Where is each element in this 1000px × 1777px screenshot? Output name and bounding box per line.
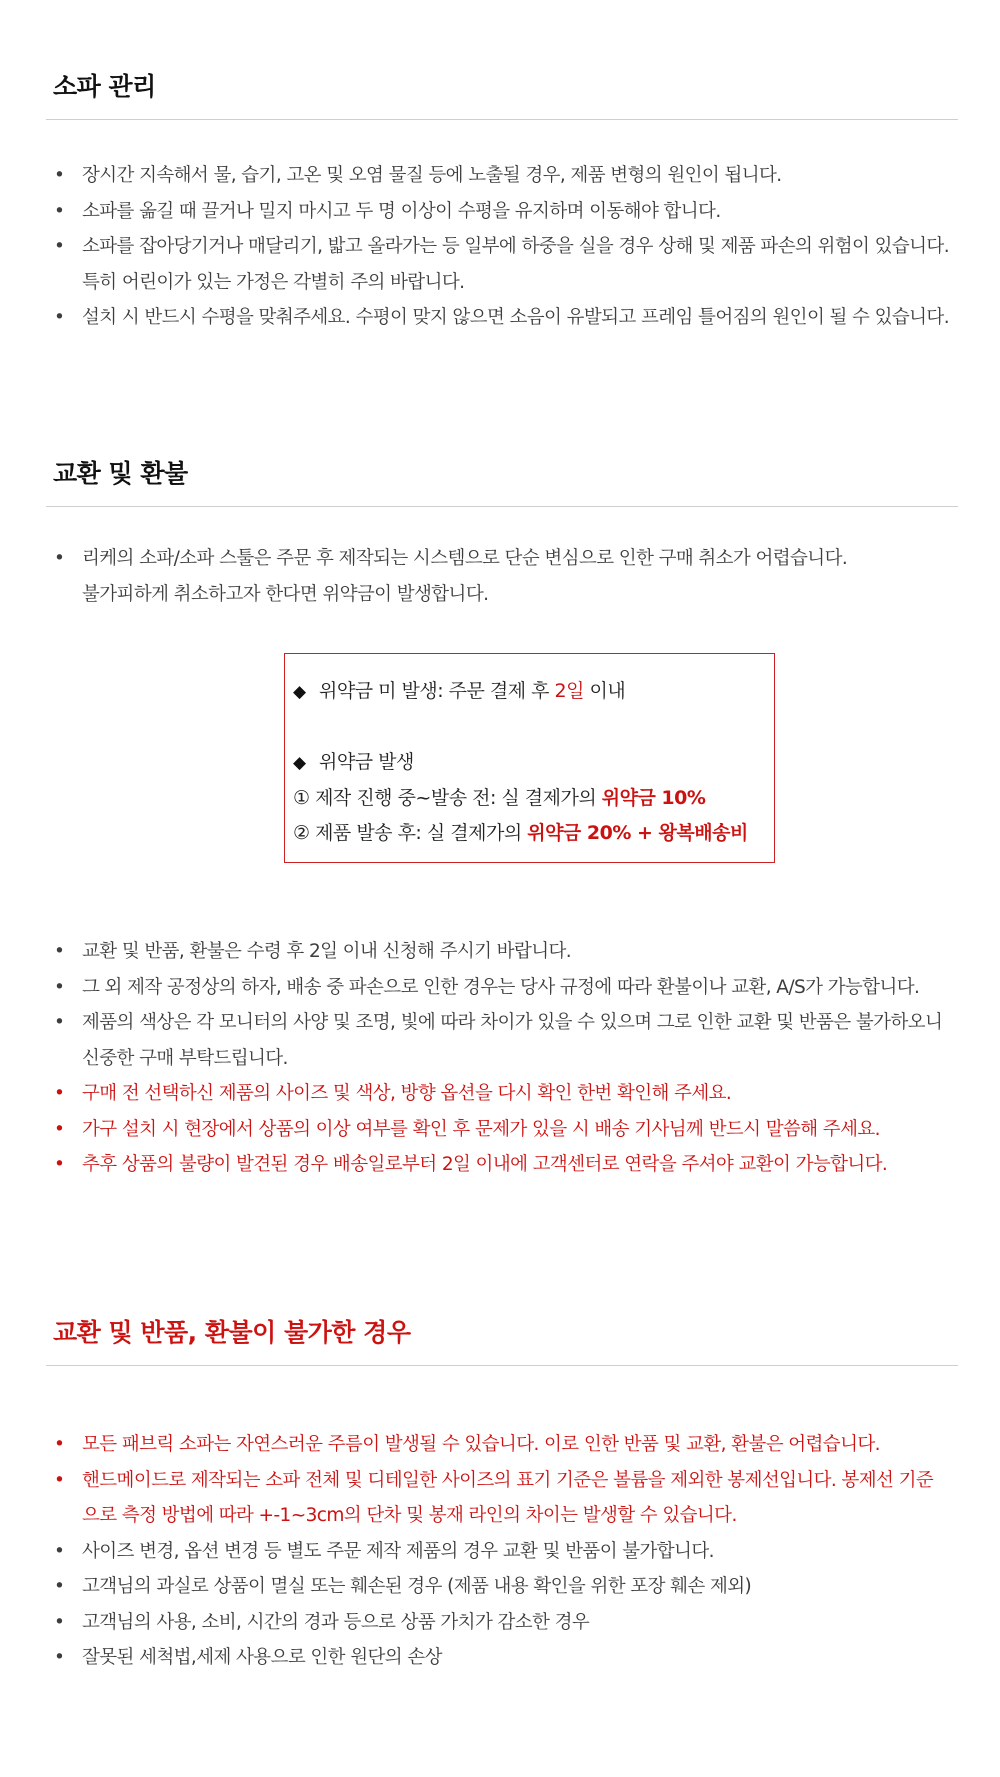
not-allowed-section-title: 교환 및 반품, 환불이 불가한 경우 [53, 1318, 411, 1347]
list-item-text: • 그 외 제작 공정상의 하자, 배송 중 파손으로 인한 경우는 당사 규정에 따라 환불이나 교환, A/S가 가능합니다. [82, 976, 920, 998]
fee-case-1-amount: 위약금 10% [601, 787, 706, 809]
list-item [53, 970, 963, 1006]
fee-case-1-prefix: ① 제작 진행 중~발송 전: 실 결제가의 [293, 787, 602, 809]
list-item-text: • 장시간 지속해서 물, 습기, 고온 및 오염 물질 등에 노출될 경우, 제품 변형의 원인이 됩니다. [82, 165, 782, 186]
not-allowed-list [53, 1427, 963, 1676]
cancellation-fee-notice [284, 653, 775, 863]
diamond-bullet-icon: ◆ [293, 682, 306, 702]
fee-label: 위약금 발생 [319, 751, 414, 773]
list-item [53, 1534, 963, 1570]
list-item [53, 1569, 963, 1605]
list-item-text: • 구매 전 선택하신 제품의 사이즈 및 색상, 방향 옵션을 다시 확인 한번 확인해 주세요. [82, 1083, 732, 1104]
list-item-text: • 고객님의 사용, 소비, 시간의 경과 등으로 상품 가치가 감소한 경우 [82, 1611, 590, 1633]
list-item-text: • 가구 설치 시 현장에서 상품의 이상 여부를 확인 후 문제가 있을 시 배송 기사님께 반드시 말씀해 주세요. [82, 1118, 880, 1140]
no-fee-row [293, 674, 774, 710]
list-item-text: • 리케의 소파/소파 스툴은 주문 후 제작되는 시스템으로 단순 변심으로 인한 구매 취소가 어렵습니다. [82, 548, 848, 569]
list-item [53, 1076, 963, 1112]
exchange-divider [46, 506, 958, 507]
diamond-bullet-icon: ◆ [293, 753, 306, 773]
list-item-text: • 소파를 잡아당기거나 매달리기, 밟고 올라가는 등 일부에 하중을 실을 경우 상해 및 제품 파손의 위험이 있습니다. [82, 236, 949, 257]
list-item [53, 300, 963, 336]
list-item-text: 불가피하게 취소하고자 한다면 위약금이 발생합니다. [82, 583, 489, 605]
list-item-text: • 핸드메이드로 제작되는 소파 전체 및 디테일한 사이즈의 표기 기준은 볼륨을 제외한 봉제선입니다. 봉제선 기준 [82, 1469, 934, 1491]
fee-case-2 [293, 816, 774, 851]
no-fee-suffix: 이내 [584, 680, 626, 702]
fee-label-row [293, 745, 774, 781]
list-item-text: • 사이즈 변경, 옵션 변경 등 별도 주문 제작 제품의 경우 교환 및 반품이 불가합니다. [82, 1540, 714, 1562]
list-item [53, 1005, 963, 1076]
not-allowed-divider [46, 1365, 958, 1366]
list-item [53, 1147, 963, 1183]
list-item-text: • 소파를 옮길 때 끌거나 밀지 마시고 두 명 이상이 수평을 유지하며 이동해야 합니다. [82, 200, 721, 222]
list-item-text: 특히 어린이가 있는 가정은 각별히 주의 바랍니다. [82, 271, 465, 293]
fee-case-2-amount: 위약금 20% + 왕복배송비 [527, 822, 748, 844]
list-item [53, 194, 963, 230]
list-item-text: • 설치 시 반드시 수평을 맞춰주세요. 수평이 맞지 않으면 소음이 유발되고 프레임 틀어짐의 원인이 될 수 있습니다. [82, 307, 949, 328]
list-item-text: • 고객님의 과실로 상품이 멸실 또는 훼손된 경우 (제품 내용 확인을 위한 포장 훼손 제외) [82, 1576, 752, 1597]
exchange-intro-list [53, 541, 963, 612]
list-item-text: • 추후 상품의 불량이 발견된 경우 배송일로부터 2일 이내에 고객센터로 연락을 주셔야 교환이 가능합니다. [82, 1154, 888, 1175]
exchange-section-title: 교환 및 환불 [53, 459, 188, 488]
exchange-list [53, 934, 963, 1183]
care-list [53, 158, 963, 336]
care-divider [46, 119, 958, 120]
list-item-text: 으로 측정 방법에 따라 +-1~3cm의 단차 및 봉재 라인의 차이는 발생할 수 있습니다. [82, 1505, 737, 1526]
fee-case-2-prefix: ② 제품 발송 후: 실 결제가의 [293, 822, 528, 844]
list-item-text: 신중한 구매 부탁드립니다. [82, 1047, 288, 1069]
list-item-text: • 교환 및 반품, 환불은 수령 후 2일 이내 신청해 주시기 바랍니다. [82, 941, 572, 962]
list-item [53, 541, 963, 612]
care-section-title: 소파 관리 [53, 72, 156, 101]
list-item [53, 1463, 963, 1534]
list-item [53, 229, 963, 300]
no-fee-prefix: 위약금 미 발생: 주문 결제 후 [319, 680, 555, 702]
fee-case-1 [293, 781, 774, 816]
no-fee-days: 2일 [554, 680, 584, 702]
list-item-text: • 제품의 색상은 각 모니터의 사양 및 조명, 빛에 따라 차이가 있을 수 있으며 그로 인한 교환 및 반품은 불가하오니 [82, 1012, 943, 1033]
list-item [53, 1640, 963, 1676]
list-item [53, 158, 963, 194]
list-item [53, 1427, 963, 1463]
list-item-text: • 잘못된 세척법,세제 사용으로 인한 원단의 손상 [82, 1647, 442, 1668]
list-item [53, 934, 963, 970]
list-item-text: • 모든 패브릭 소파는 자연스러운 주름이 발생될 수 있습니다. 이로 인한 반품 및 교환, 환불은 어렵습니다. [82, 1434, 880, 1455]
list-item [53, 1112, 963, 1148]
list-item [53, 1605, 963, 1641]
